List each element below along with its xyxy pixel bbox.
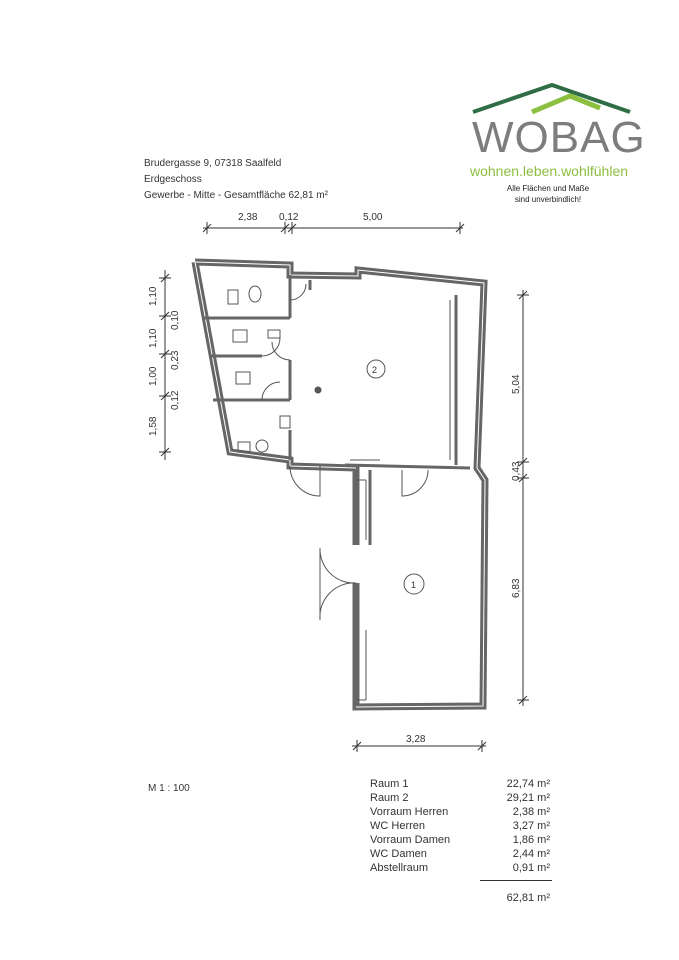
disclaimer-line-1: Alle Flächen und Maße: [506, 184, 590, 193]
area-value: 1,86 m²: [512, 834, 550, 846]
dim-left-4: 1,00: [148, 366, 159, 386]
unit-summary: Gewerbe - Mitte - Gesamtfläche 62,81 m²: [144, 190, 328, 201]
brand-tagline: wohnen.leben.wohlfühlen: [470, 163, 629, 179]
outer-walls: [195, 262, 485, 707]
wc-fixtures: [228, 286, 290, 452]
area-row: [370, 806, 550, 819]
area-name: Raum 2: [370, 792, 409, 804]
windows: [350, 300, 450, 700]
area-value: 29,21 m²: [506, 792, 550, 804]
scale-label: M 1 : 100: [148, 783, 190, 794]
brand-name: WOBAG: [472, 113, 646, 162]
area-value: 2,44 m²: [512, 848, 550, 860]
total-divider: [480, 880, 552, 881]
area-row: [370, 848, 550, 861]
area-name: WC Herren: [370, 820, 426, 832]
dim-top-3: 5,00: [363, 212, 383, 223]
dim-right-1: 5,04: [511, 374, 522, 394]
dim-left-1: 1,10: [148, 286, 159, 306]
floor-drain-marker: [315, 387, 321, 393]
area-row: [370, 820, 550, 833]
area-name: Vorraum Damen: [370, 834, 451, 846]
dim-top-1: 2,38: [238, 212, 258, 223]
dim-left-3: 0,10: [170, 310, 181, 330]
area-value: 22,74 m²: [506, 778, 550, 790]
dimension-labels: [148, 212, 522, 745]
area-value: 0,91 m²: [512, 862, 550, 874]
room-2-label: 2: [372, 365, 378, 375]
dim-right-3: 6,83: [511, 578, 522, 598]
address: Brudergasse 9, 07318 Saalfeld: [144, 158, 282, 169]
dimension-lines: [159, 222, 529, 752]
area-row: [370, 862, 550, 875]
area-value: 2,38 m²: [512, 806, 550, 818]
area-table: [370, 778, 550, 908]
room-1-label: 1: [411, 580, 417, 590]
floor-label: Erdgeschoss: [144, 174, 202, 185]
disclaimer-line-2: sind unverbindlich!: [514, 195, 582, 204]
doors: [262, 284, 428, 620]
inner-walls: [202, 275, 470, 545]
area-row: [370, 792, 550, 805]
area-row: [370, 778, 550, 791]
dim-right-2: 0,43: [511, 461, 522, 481]
dim-top-2: 0,12: [279, 212, 299, 223]
dim-bottom-1: 3,28: [406, 734, 426, 745]
area-row: [370, 834, 550, 847]
dim-left-5: 0,23: [170, 350, 181, 370]
total-row: [370, 892, 550, 905]
dim-left-2: 1,10: [148, 328, 159, 348]
total-value: 62,81 m²: [506, 892, 550, 904]
area-name: Raum 1: [370, 778, 409, 790]
area-name: Abstellraum: [370, 862, 429, 874]
area-name: Vorraum Herren: [370, 806, 449, 818]
area-value: 3,27 m²: [512, 820, 550, 832]
dim-left-6: 1,58: [148, 416, 159, 436]
area-name: WC Damen: [370, 848, 427, 860]
dim-left-7: 0,12: [170, 390, 181, 410]
